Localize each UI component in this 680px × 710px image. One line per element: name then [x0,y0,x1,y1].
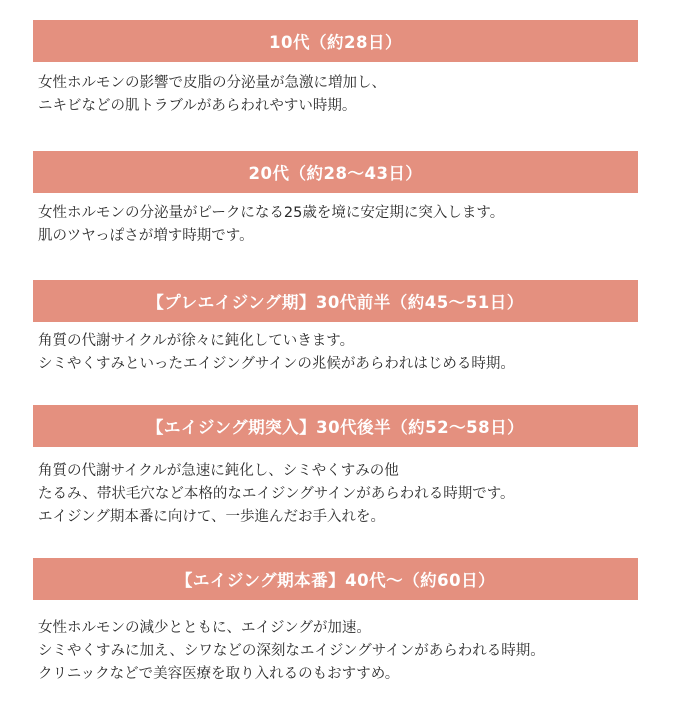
body-line: 女性ホルモンの影響で皮脂の分泌量が急激に増加し、 [38,75,386,91]
body-line: エイジング期本番に向けて、一歩進んだお手入れを。 [38,509,386,525]
section-heading-aging-full: 【エイジング期本番】40代～（約60日） [33,558,638,600]
body-line: 女性ホルモンの減少とともに、エイジングが加速。 [38,620,371,636]
section-heading-pre-aging: 【プレエイジング期】30代前半（約45～51日） [33,280,638,322]
section-body-pre-aging [38,330,648,376]
body-line: シミやくすみに加え、シワなどの深刻なエイジングサインがあらわれる時期。 [38,643,545,659]
body-line: 角質の代謝サイクルが急速に鈍化し、シミやくすみの他 [38,463,399,479]
body-line: シミやくすみといったエイジングサインの兆候があらわれはじめる時期。 [38,356,515,372]
section-heading-twenties: 20代（約28～43日） [33,151,638,193]
section-body-aging-full [38,617,648,686]
section-heading-teens: 10代（約28日） [33,20,638,62]
body-line: たるみ、帯状毛穴など本格的なエイジングサインがあらわれる時期です。 [38,486,515,502]
section-body-aging-start [38,460,648,529]
section-body-teens [38,72,648,118]
body-line: 肌のツヤっぽさが増す時期です。 [38,228,254,244]
section-heading-aging-start: 【エイジング期突入】30代後半（約52～58日） [33,405,638,447]
body-line: 女性ホルモンの分泌量がピークになる25歳を境に安定期に突入します。 [38,205,505,221]
body-line: ニキビなどの肌トラブルがあらわれやすい時期。 [38,98,357,114]
body-line: クリニックなどで美容医療を取り入れるのもおすすめ。 [38,666,400,682]
body-line: 角質の代謝サイクルが徐々に鈍化していきます。 [38,333,355,349]
section-body-twenties [38,202,648,248]
